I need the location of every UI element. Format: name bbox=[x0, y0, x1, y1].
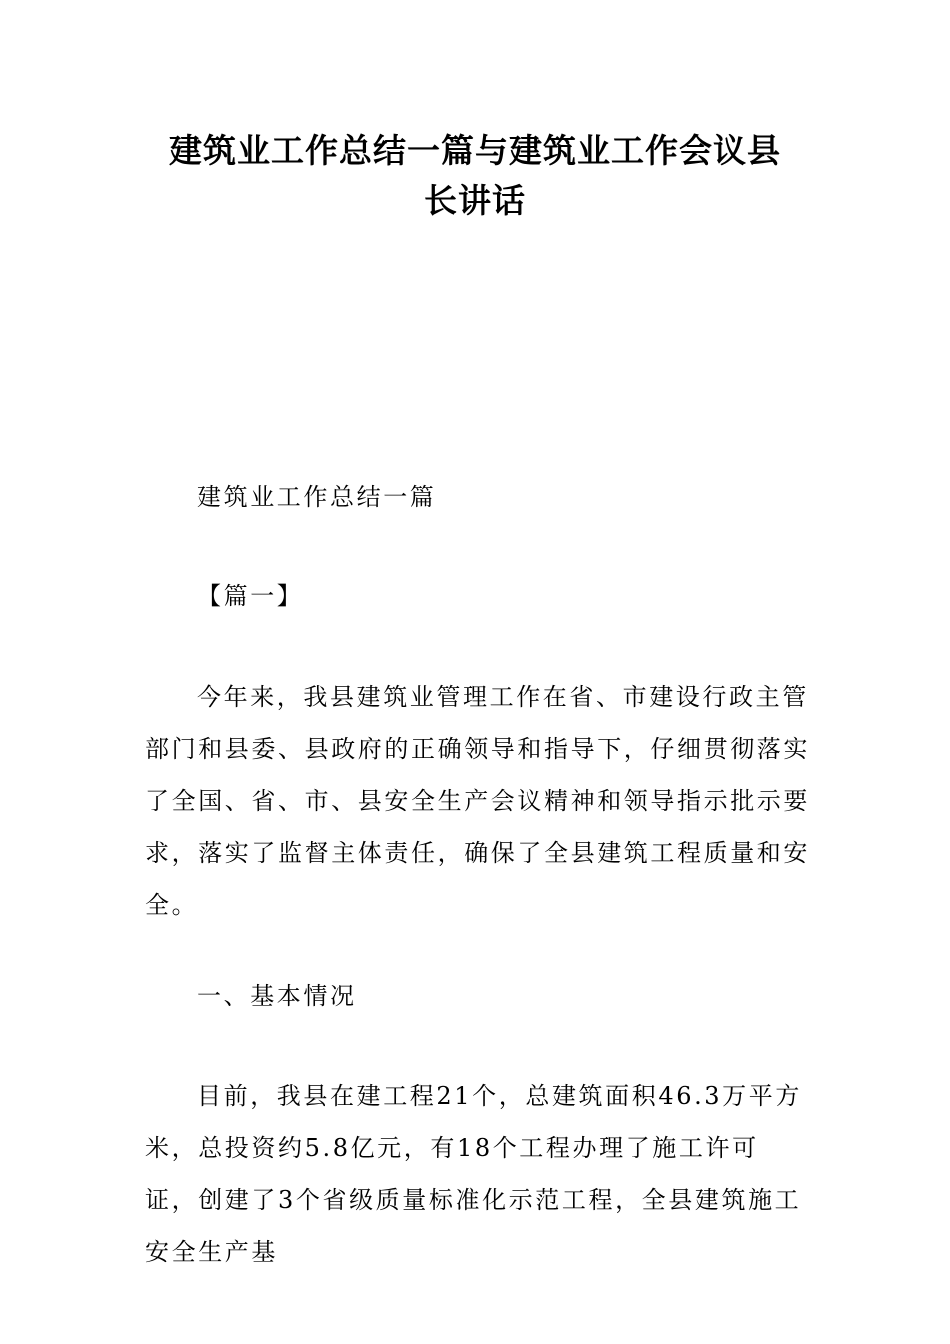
document-title bbox=[145, 126, 805, 226]
part-label: 【篇一】 bbox=[197, 582, 304, 610]
body-paragraph-2: 目前，我县在建工程21个，总建筑面积46.3万平方米，总投资约5.8亿元，有18个工程办理了施工许可证，创建了3个省级质量标准化示范工程，全县建筑施工安全生产基 bbox=[145, 1082, 802, 1266]
title-line-1: 建筑业工作总结一篇与建筑业工作会议县 bbox=[169, 131, 781, 170]
title-line-2: 长讲话 bbox=[424, 181, 526, 220]
heading-basic-situation: 一、基本情况 bbox=[197, 982, 357, 1010]
section-heading: 建筑业工作总结一篇 bbox=[197, 483, 437, 511]
body-paragraph-1: 今年来，我县建筑业管理工作在省、市建设行政主管部门和县委、县政府的正确领导和指导下，仔细贯彻落实了全国、省、市、县安全生产会议精神和领导指示批示要求，落实了监督主体责任，确保了全县建筑工程质量和安全。 bbox=[145, 683, 810, 919]
